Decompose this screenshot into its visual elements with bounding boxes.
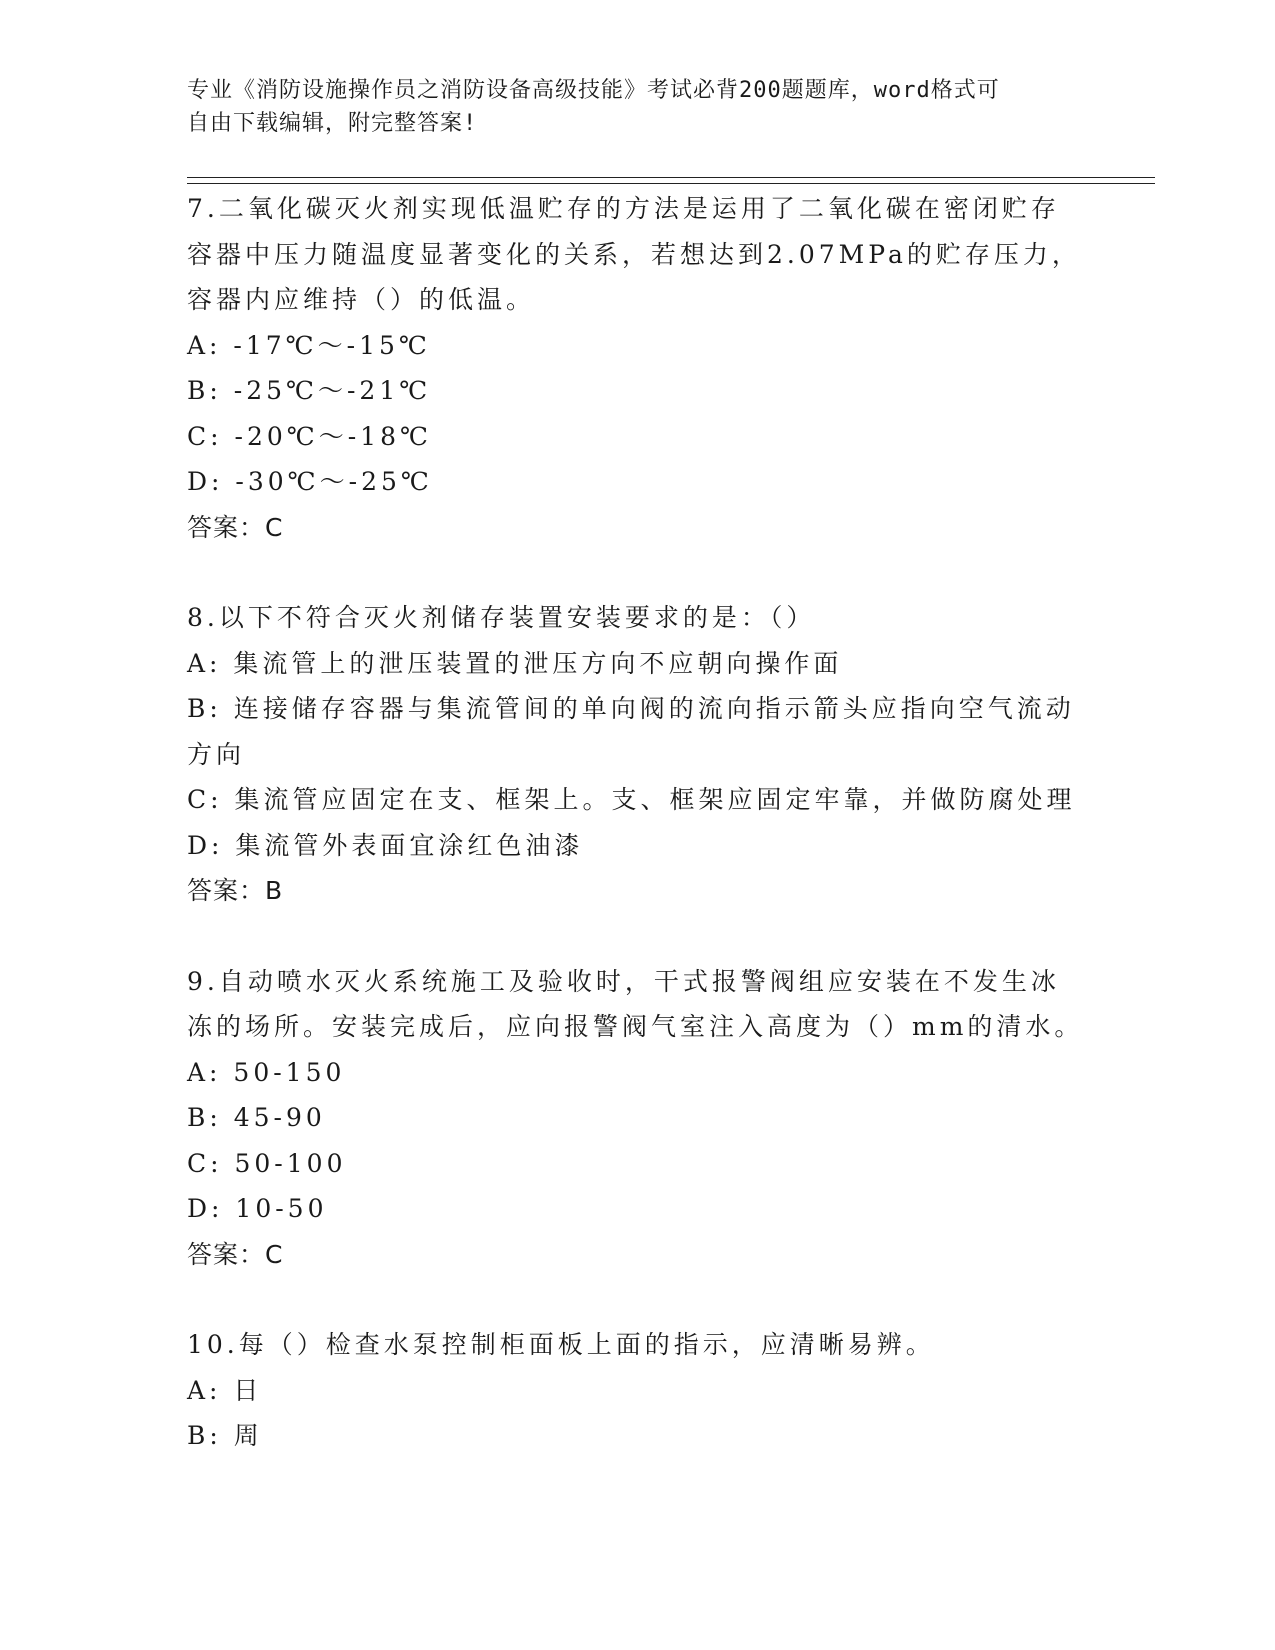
option-d: D: -30℃～-25℃ [187,467,433,496]
option-c: C: -20℃～-18℃ [187,421,432,451]
option-b: B: 周 [187,1421,263,1450]
question-text: 10.每（）检查水泵控制柜面板上面的指示，应清晰易辨。 [187,1330,935,1359]
spacer [187,914,1087,959]
spacer [187,1277,1087,1322]
question-block [187,595,1087,914]
option-a: A: 日 [187,1375,263,1405]
question-block [187,959,1087,1278]
answer: 答案：C [187,512,284,542]
option-a: A: -17℃～-15℃ [187,330,431,360]
question-list [187,186,1087,1459]
option-a: A: 集流管上的泄压装置的泄压方向不应朝向操作面 [187,648,843,678]
question-text: 9.自动喷水灭火系统施工及验收时，干式报警阀组应安装在不发生冰冻的场所。安装完成后，应向报警阀气室注入高度为（）mm的清水。 [187,966,1084,1041]
document-header [187,74,1067,140]
option-d: D: 集流管外表面宜涂红色油漆 [187,830,584,860]
header-divider-top [187,177,1155,178]
option-b: B: -25℃～-21℃ [187,376,432,405]
option-c: C: 50-100 [187,1148,347,1178]
question-text: 8.以下不符合灭火剂储存装置安装要求的是：（） [187,603,816,632]
option-a: A: 50-150 [187,1057,346,1087]
option-b: B: 连接储存容器与集流管间的单向阀的流向指示箭头应指向空气流动方向 [187,694,1075,769]
option-b: B: 45-90 [187,1103,326,1132]
option-c: C: 集流管应固定在支、框架上。支、框架应固定牢靠，并做防腐处理 [187,785,1076,814]
spacer [187,550,1087,595]
header-line-1: 专业《消防设施操作员之消防设备高级技能》考试必背200题题库，word格式可 [187,78,1000,103]
header-line-2: 自由下载编辑，附完整答案! [187,111,478,136]
question-text: 7.二氧化碳灭火剂实现低温贮存的方法是运用了二氧化碳在密闭贮存容器中压力随温度显著变化的关系，若想达到2.07MPa的贮存压力，容器内应维持（）的低温。 [187,194,1081,314]
question-block [187,1322,1087,1459]
answer: 答案：B [187,876,284,905]
header-divider-bottom [187,183,1155,184]
option-d: D: 10-50 [187,1194,328,1223]
answer: 答案：C [187,1239,284,1269]
question-block [187,186,1087,550]
